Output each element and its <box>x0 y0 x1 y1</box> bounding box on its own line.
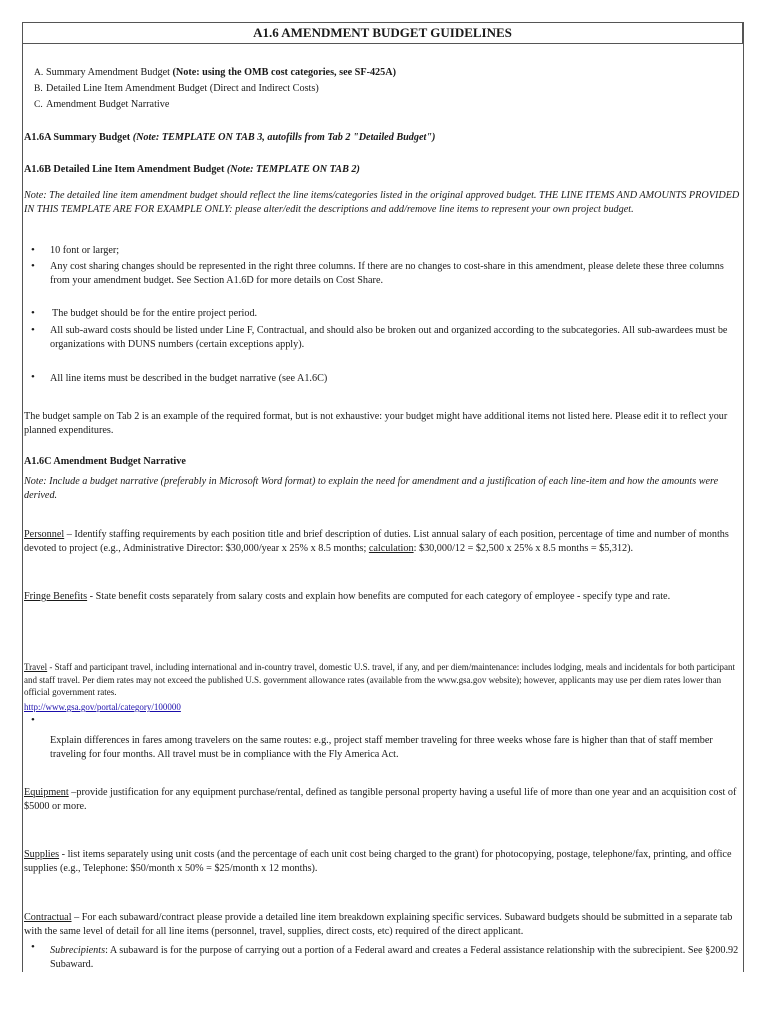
bullet-subrecipients <box>50 944 740 972</box>
toc-text: Detailed Line Item Amendment Budget (Direct and Indirect Costs) <box>46 83 319 94</box>
supplies-paragraph <box>24 848 740 876</box>
section-label: A1.6A Summary Budget <box>24 132 133 143</box>
section-a16c-heading: A1.6C Amendment Budget Narrative <box>24 456 186 467</box>
fringe-paragraph <box>24 590 740 604</box>
personnel-text: – Identify staffing requirements by each position title and brief description of duties. List annual salary of each position, percentage of time and number of months devoted to project (e.g., Administrative Director: $30,000/year x 25% x 8.5 months; <box>24 529 729 554</box>
fringe-term: Fringe Benefits <box>24 591 88 602</box>
gsa-link[interactable]: http://www.gsa.gov/portal/category/100000 <box>24 702 181 712</box>
bullet-icon: • <box>31 260 35 272</box>
bullet-icon: • <box>31 244 35 256</box>
toc-text: Amendment Budget Narrative <box>46 99 170 110</box>
bullet-font-size: 10 font or larger; <box>50 245 120 256</box>
personnel-term: Personnel <box>24 529 65 540</box>
toc-letter: B. <box>34 84 43 94</box>
toc-item-c <box>34 98 750 112</box>
personnel-paragraph <box>24 528 740 556</box>
section-note: (Note: TEMPLATE ON TAB 3, autofills from Tab 2 "Detailed Budget") <box>132 132 436 143</box>
supplies-text: - list items separately using unit costs (and the percentage of each unit cost being charged to the grant) for photocopying, postage, telephone/fax, printing, and office supplies (e.g., Telephone: $50/month x 50% = $25/month x 12 months). <box>24 849 732 874</box>
personnel-calc-text: : $30,000/12 = $2,500 x 25% x 8.5 months = $5,312). <box>413 543 634 554</box>
bullet-icon: • <box>31 714 35 726</box>
sample-paragraph: The budget sample on Tab 2 is an example of the required format, but is not exhaustive: your budget might have additional items not listed here. Please edit it to reflect your planned expenditures. <box>24 411 728 436</box>
toc-item-b <box>34 82 750 96</box>
section-note: (Note: TEMPLATE ON TAB 2) <box>226 164 360 175</box>
subrecipients-term: Subrecipients <box>50 945 106 956</box>
section-a16a-heading <box>24 131 740 145</box>
equipment-term: Equipment <box>24 787 69 798</box>
subrecipients-text: : A subaward is for the purpose of carrying out a portion of a Federal award and creates a Federal assistance relationship with the subrecipient. See §200.92 Subaward. <box>50 945 739 970</box>
toc-letter: A. <box>34 68 44 78</box>
page-title: A1.6 AMENDMENT BUDGET GUIDELINES <box>22 22 743 44</box>
bullet-travel-fares: Explain differences in fares among travelers on the same routes: e.g., project staff member traveling for three weeks whose fare is higher than that of staff member traveling for four months. All travel must be in compliance with the Fly America Act. <box>50 735 713 760</box>
bullet-icon: • <box>31 307 35 319</box>
bullet-icon: • <box>31 371 35 383</box>
note-detailed-budget: Note: The detailed line item amendment budget should reflect the line items/categories listed in the original approved budget. THE LINE ITEMS AND AMOUNTS PROVIDED IN THIS TEMPLATE ARE FOR EXAMPLE ONLY: please alter/edit the descriptions and add/remove line items to represent your own project budget. <box>24 190 740 215</box>
toc-item-a <box>34 66 750 80</box>
bullet-icon: • <box>31 324 35 336</box>
bullet-icon: • <box>31 941 35 953</box>
bullet-cost-sharing: Any cost sharing changes should be represented in the right three columns. If there are no changes to cost-share in this amendment, please delete these three columns from your amendment budget. See Section A1.6D for more details on Cost Share. <box>50 261 724 286</box>
calculation-term: calculation <box>368 543 414 554</box>
bullet-subaward: All sub-award costs should be listed under Line F, Contractual, and should also be broken out and organized according to the subcategories. All sub-awardees must be organizations with DUNS numbers (certain exceptions apply). <box>50 325 728 350</box>
fringe-text: - State benefit costs separately from salary costs and explain how benefits are computed for each category of employee - specify type and rate. <box>87 591 671 602</box>
travel-term: Travel <box>24 662 48 672</box>
contractual-term: Contractual <box>24 912 72 923</box>
bullet-project-period: The budget should be for the entire project period. <box>52 308 258 319</box>
travel-text: - Staff and participant travel, including international and in-country travel, domestic U.S. travel, if any, and per diem/maintenance: includes lodging, meals and incidentals for both participant and staff travel. Per diem rates may not exceed the published U.S. government allowance rates (available from the www.gsa.gov website); however, applicants may use per diem rates lower than official government rates. <box>24 662 735 697</box>
contractual-paragraph <box>24 911 740 939</box>
bullet-line-items: All line items must be described in the budget narrative (see A1.6C) <box>50 373 328 384</box>
travel-paragraph <box>24 661 740 699</box>
toc-note: (Note: using the OMB cost categories, see SF-425A) <box>172 67 396 78</box>
gsa-link-row <box>24 701 740 714</box>
note-narrative: Note: Include a budget narrative (preferably in Microsoft Word format) to explain the need for amendment and a justification of each line-item and how the amounts were derived. <box>24 476 719 501</box>
supplies-term: Supplies <box>24 849 60 860</box>
toc-text: Summary Amendment Budget <box>46 67 173 78</box>
section-a16b-heading <box>24 163 740 177</box>
equipment-paragraph <box>24 786 740 814</box>
section-label: A1.6B Detailed Line Item Amendment Budget <box>24 164 227 175</box>
toc-letter: C. <box>34 100 43 110</box>
equipment-text: –provide justification for any equipment purchase/rental, defined as tangible personal property having a useful life of more than one year and an acquisition cost of $5000 or more. <box>24 787 737 812</box>
contractual-text: – For each subaward/contract please provide a detailed line item breakdown explaining specific services. Subaward budgets should be submitted in a separate tab with the same level of detail for all line items (personnel, travel, supplies, direct costs, etc) required of the direct applicant. <box>24 912 733 937</box>
